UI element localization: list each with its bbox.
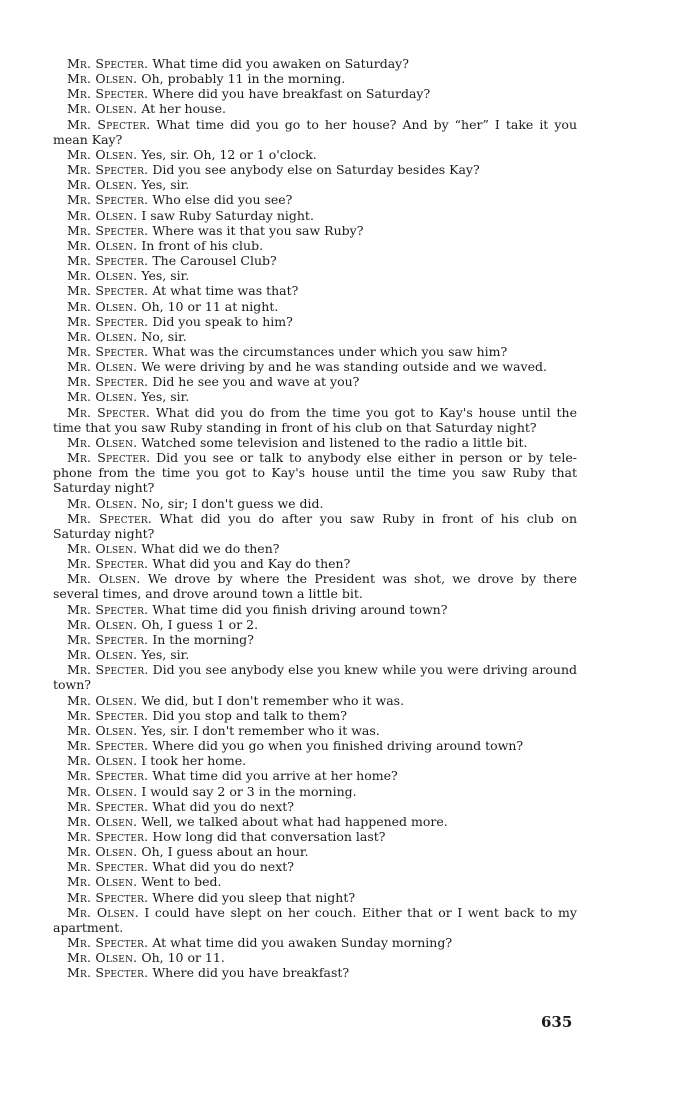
testimony-paragraph [53, 101, 577, 116]
testimony-paragraph [53, 208, 577, 223]
utterance-text: We were driving by and he was standing outside and we waved. [141, 359, 547, 375]
speaker-name: Mr. Specter. [67, 828, 149, 844]
speaker-name: Mr. Olsen. [67, 722, 138, 738]
speaker-name: Mr. Specter. [67, 192, 149, 208]
testimony-paragraph [53, 662, 577, 692]
utterance-text: What time did you awaken on Saturday? [152, 56, 409, 71]
utterance-text: No, sir. [141, 328, 187, 344]
testimony-paragraph [53, 450, 577, 495]
utterance-text: What did you do next? [152, 798, 294, 814]
speaker-name: Mr. Specter. [67, 283, 149, 299]
utterance-text: Well, we talked about what had happened more. [141, 813, 448, 829]
speaker-name: Mr. Olsen. [67, 904, 139, 920]
utterance-text: The Carousel Club? [152, 253, 277, 269]
speaker-name: Mr. Specter. [67, 965, 149, 981]
speaker-name: Mr. Specter. [67, 86, 149, 102]
speaker-name: Mr. Olsen. [67, 813, 138, 829]
testimony-paragraph [53, 693, 577, 708]
utterance-text: I took her home. [141, 753, 247, 769]
testimony-paragraph [53, 86, 577, 101]
testimony-paragraph [53, 723, 577, 738]
testimony-paragraph [53, 192, 577, 207]
testimony-paragraph [53, 784, 577, 799]
testimony-paragraph [53, 56, 577, 71]
speaker-name: Mr. Specter. [67, 707, 149, 723]
testimony-paragraph [53, 844, 577, 859]
speaker-name: Mr. Olsen. [67, 541, 138, 556]
utterance-text: In front of his club. [141, 237, 264, 253]
utterance-text: How long did that conversation last? [152, 828, 386, 844]
transcript-page [53, 56, 577, 981]
speaker-name: Mr. Olsen. [67, 389, 138, 405]
speaker-name: Mr. Specter. [67, 56, 149, 71]
testimony-paragraph [53, 738, 577, 753]
testimony-paragraph [53, 511, 577, 541]
speaker-name: Mr. Specter. [67, 935, 149, 951]
speaker-name: Mr. Specter. [67, 374, 149, 390]
speaker-name: Mr. Olsen. [67, 146, 138, 162]
testimony-paragraph [53, 874, 577, 889]
testimony-paragraph [53, 268, 577, 283]
testimony-paragraph [53, 965, 577, 980]
testimony-paragraph [53, 435, 577, 450]
testimony-paragraph [53, 314, 577, 329]
utterance-text: Oh, I guess 1 or 2. [141, 616, 259, 632]
utterance-text: What did we do then? [141, 541, 280, 556]
speaker-name: Mr. Olsen. [67, 783, 138, 799]
utterance-text: What did you do from the time you got to Kay's house until the time that you saw Ruby standing in front of his club on that Saturday night? [53, 404, 577, 435]
speaker-name: Mr. Specter. [67, 738, 149, 754]
testimony-paragraph [53, 753, 577, 768]
utterance-text: Watched some television and listened to the radio a little bit. [141, 434, 528, 450]
testimony-paragraph [53, 647, 577, 662]
utterance-text: Where did you have breakfast? [152, 965, 350, 981]
page-number: 635 [541, 1013, 573, 1031]
utterance-text: No, sir; I don't guess we did. [141, 495, 324, 511]
testimony-paragraph [53, 541, 577, 556]
speaker-name: Mr. Specter. [67, 162, 149, 178]
utterance-text: Oh, probably 11 in the morning. [141, 71, 346, 87]
testimony-paragraph [53, 177, 577, 192]
speaker-name: Mr. Specter. [67, 450, 151, 466]
speaker-name: Mr. Olsen. [67, 101, 138, 117]
utterance-text: What was the circumstances under which you saw him? [152, 343, 508, 359]
utterance-text: What did you and Kay do then? [152, 556, 351, 572]
testimony-transcript [53, 56, 577, 981]
utterance-text: What time did you finish driving around town? [152, 601, 448, 617]
utterance-text: Did you stop and talk to them? [152, 707, 347, 723]
speaker-name: Mr. Olsen. [67, 616, 138, 632]
speaker-name: Mr. Specter. [67, 404, 151, 420]
speaker-name: Mr. Olsen. [67, 692, 138, 708]
testimony-paragraph [53, 905, 577, 935]
utterance-text: At what time was that? [152, 283, 299, 299]
utterance-text: Yes, sir. [141, 177, 190, 193]
testimony-paragraph [53, 389, 577, 404]
testimony-paragraph [53, 496, 577, 511]
speaker-name: Mr. Olsen. [67, 207, 138, 223]
speaker-name: Mr. Olsen. [67, 571, 141, 587]
speaker-name: Mr. Olsen. [67, 874, 138, 890]
utterance-text: Did you speak to him? [152, 313, 293, 329]
testimony-paragraph [53, 935, 577, 950]
utterance-text: Yes, sir. I don't remember who it was. [141, 722, 380, 738]
speaker-name: Mr. Olsen. [67, 359, 138, 375]
utterance-text: What time did you go to her house? And by “her” I take it you mean Kay? [53, 116, 577, 147]
utterance-text: Yes, sir. Oh, 12 or 1 o'clock. [141, 146, 317, 162]
utterance-text: Where did you sleep that night? [152, 889, 356, 905]
testimony-paragraph [53, 253, 577, 268]
utterance-text: Yes, sir. [141, 268, 190, 284]
testimony-paragraph [53, 602, 577, 617]
speaker-name: Mr. Specter. [67, 556, 149, 572]
speaker-name: Mr. Specter. [67, 631, 149, 647]
testimony-paragraph [53, 768, 577, 783]
testimony-paragraph [53, 299, 577, 314]
utterance-text: At her house. [141, 101, 226, 117]
speaker-name: Mr. Specter. [67, 253, 149, 269]
testimony-paragraph [53, 890, 577, 905]
utterance-text: Went to bed. [141, 874, 222, 890]
speaker-name: Mr. Specter. [67, 798, 149, 814]
speaker-name: Mr. Olsen. [67, 950, 138, 966]
testimony-paragraph [53, 617, 577, 632]
speaker-name: Mr. Olsen. [67, 237, 138, 253]
utterance-text: Who else did you see? [152, 192, 293, 208]
testimony-paragraph [53, 829, 577, 844]
speaker-name: Mr. Specter. [67, 662, 149, 678]
utterance-text: Where was it that you saw Ruby? [152, 222, 364, 238]
testimony-paragraph [53, 405, 577, 435]
testimony-paragraph [53, 556, 577, 571]
utterance-text: I saw Ruby Saturday night. [141, 207, 314, 223]
utterance-text: Oh, 10 or 11 at night. [141, 298, 279, 314]
testimony-paragraph [53, 223, 577, 238]
speaker-name: Mr. Specter. [67, 510, 152, 526]
speaker-name: Mr. Olsen. [67, 753, 138, 769]
utterance-text: In the morning? [152, 631, 254, 647]
speaker-name: Mr. Specter. [67, 116, 151, 132]
utterance-text: Did you see anybody else you knew while you were driving around town? [53, 662, 577, 693]
utterance-text: Where did you go when you finished driving around town? [152, 738, 524, 754]
testimony-paragraph [53, 374, 577, 389]
testimony-paragraph [53, 147, 577, 162]
utterance-text: Yes, sir. [141, 389, 190, 405]
speaker-name: Mr. Specter. [67, 222, 149, 238]
utterance-text: I would say 2 or 3 in the morning. [141, 783, 357, 799]
utterance-text: Yes, sir. [141, 647, 190, 663]
utterance-text: What did you do after you saw Ruby in front of his club on Saturday night? [53, 510, 577, 541]
speaker-name: Mr. Olsen. [67, 328, 138, 344]
testimony-paragraph [53, 799, 577, 814]
utterance-text: Did you see or talk to anybody else either in person or by telephone from the time you got to Kay's house until the time you saw Ruby that Saturday night? [53, 450, 577, 496]
speaker-name: Mr. Specter. [67, 313, 149, 329]
testimony-paragraph [53, 329, 577, 344]
testimony-paragraph [53, 859, 577, 874]
speaker-name: Mr. Specter. [67, 768, 149, 784]
utterance-text: Oh, I guess about an hour. [141, 844, 309, 860]
speaker-name: Mr. Specter. [67, 343, 149, 359]
speaker-name: Mr. Olsen. [67, 298, 138, 314]
speaker-name: Mr. Olsen. [67, 495, 138, 511]
speaker-name: Mr. Specter. [67, 601, 149, 617]
speaker-name: Mr. Olsen. [67, 268, 138, 284]
utterance-text: I could have slept on her couch. Either that or I went back to my apartment. [53, 904, 577, 935]
testimony-paragraph [53, 71, 577, 86]
testimony-paragraph [53, 814, 577, 829]
utterance-text: Where did you have breakfast on Saturday? [152, 86, 431, 102]
testimony-paragraph [53, 359, 577, 374]
testimony-paragraph [53, 238, 577, 253]
utterance-text: What did you do next? [152, 859, 294, 875]
utterance-text: Oh, 10 or 11. [141, 950, 225, 966]
speaker-name: Mr. Olsen. [67, 844, 138, 860]
speaker-name: Mr. Olsen. [67, 177, 138, 193]
speaker-name: Mr. Olsen. [67, 71, 138, 87]
speaker-name: Mr. Olsen. [67, 434, 138, 450]
testimony-paragraph [53, 283, 577, 298]
utterance-text: We drove by where the President was shot, we drove by there several times, and drove around town a little bit. [53, 571, 577, 602]
testimony-paragraph [53, 571, 577, 601]
utterance-text: Did you see anybody else on Saturday besides Kay? [152, 162, 480, 178]
testimony-paragraph [53, 162, 577, 177]
testimony-paragraph [53, 950, 577, 965]
utterance-text: We did, but I don't remember who it was. [141, 692, 405, 708]
speaker-name: Mr. Specter. [67, 859, 149, 875]
testimony-paragraph [53, 344, 577, 359]
utterance-text: At what time did you awaken Sunday morning? [152, 935, 453, 951]
utterance-text: What time did you arrive at her home? [152, 768, 398, 784]
testimony-paragraph [53, 708, 577, 723]
speaker-name: Mr. Olsen. [67, 647, 138, 663]
utterance-text: Did he see you and wave at you? [152, 374, 360, 390]
testimony-paragraph [53, 632, 577, 647]
testimony-paragraph [53, 117, 577, 147]
speaker-name: Mr. Specter. [67, 889, 149, 905]
